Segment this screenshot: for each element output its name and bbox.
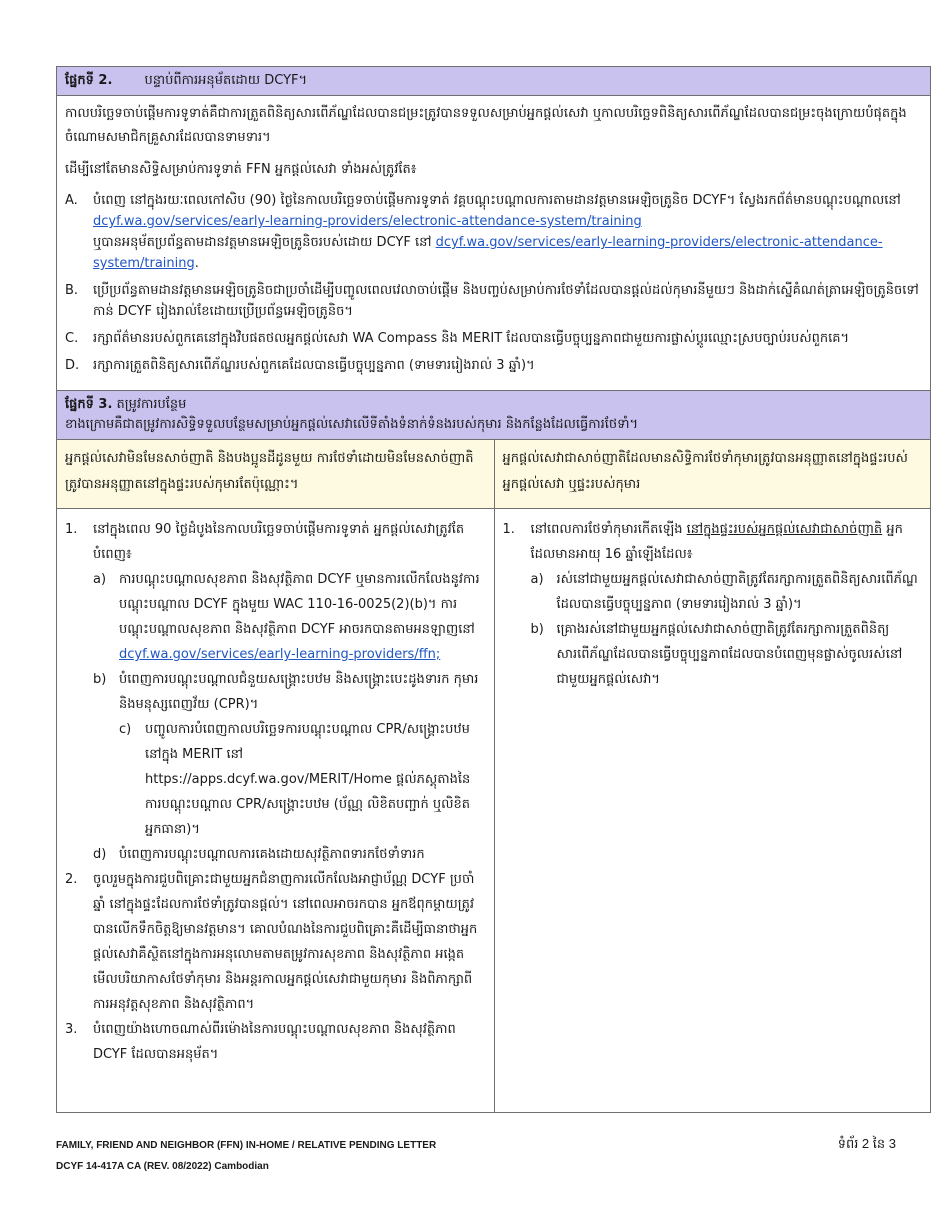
section-3-columns bbox=[57, 440, 930, 1112]
list-marker: 1. bbox=[65, 522, 78, 537]
section-3-label: ផ្នែកទី 3. bbox=[65, 397, 113, 412]
section-2-body bbox=[57, 96, 930, 390]
footer-title: FAMILY, FRIEND AND NEIGHBOR (FFN) IN-HOME / RELATIVE PENDING LETTER bbox=[56, 1140, 437, 1151]
requirements-table bbox=[56, 66, 931, 1113]
list-text: គ្រោងរស់នៅជាមួយអ្នកផ្តល់សេវាជាសាច់ញាតិត្រូវតែរក្សាការត្រួតពិនិត្យសារពើភ័ណ្ឌដែលបានធ្វើបច្ចុប្បន្នភាពដែលបានបំពេញមុនផ្លាស់ចូលរស់នៅជាមួយអ្នកផ្តល់សេវា។ bbox=[556, 622, 903, 687]
section-2-title: បន្ទាប់ពីការអនុម័តដោយ DCYF។ bbox=[144, 73, 308, 88]
list-text bbox=[93, 190, 922, 274]
list-marker: B. bbox=[65, 283, 79, 298]
page-footer bbox=[56, 1136, 896, 1172]
item-text-pre: នៅពេលការថែទាំកុមារកើតឡើង bbox=[530, 522, 687, 537]
training-link-2[interactable]: dcyf.wa.gov/services/early-learning-providers/electronic-attendance-system/training bbox=[93, 235, 883, 271]
item-a-text-2: ឬបានអនុម័តប្រព័ន្ធតាមដានវត្តមានអេឡិចត្រូនិចរបស់ដោយ DCYF នៅ bbox=[93, 235, 432, 250]
list-marker: b) bbox=[93, 672, 107, 687]
list-item bbox=[65, 1017, 486, 1067]
list-item bbox=[531, 567, 923, 617]
list-item bbox=[93, 567, 486, 667]
left-column-body bbox=[57, 509, 494, 1112]
item-text-post: អ្នកដែលមានអាយុ 16 ឆ្នាំឡើងដែល៖ bbox=[530, 522, 903, 562]
list-marker: 2. bbox=[65, 872, 78, 887]
section-2-paragraph-1: កាលបរិច្ឆេទចាប់ផ្តើមការទូទាត់គឺជាការត្រួតពិនិត្យសារពើភ័ណ្ឌដែលបានជម្រះត្រូវបានទទួលសម្រាប់អ្នកផ្តល់សេវា ឬកាលបរិច្ឆេទពិនិត្យសារពើភ័ណ្ឌដែលបានជម្រះចុងក្រោយបំផុតក្នុងចំណោមសមាជិកគ្រួសារដែលបានទាមទារ។ bbox=[65, 106, 907, 145]
ffn-link[interactable]: dcyf.wa.gov/services/early-learning-providers/ffn; bbox=[119, 647, 441, 662]
list-marker: c) bbox=[119, 722, 132, 737]
section-3-header bbox=[57, 390, 930, 440]
list-text: បំពេញការបណ្តុះបណ្តាលជំនួយសង្គ្រោះបឋម និងសង្គ្រោះបេះដូងទារក កុមារ និងមនុស្សពេញវ័យ (CPR)។ bbox=[119, 672, 479, 712]
list-item bbox=[93, 842, 486, 867]
item-text-underlined: នៅក្នុងផ្ទះរបស់អ្នកផ្តល់សេវាជាសាច់ញាតិ bbox=[686, 522, 883, 537]
list-text: នៅក្នុងពេល 90 ថ្ងៃដំបូងនៃកាលបរិច្ឆេទចាប់ផ្តើមការទូទាត់ អ្នកផ្តល់សេវាត្រូវតែបំពេញ៖ bbox=[93, 522, 465, 562]
list-item bbox=[93, 667, 486, 717]
list-marker: 1. bbox=[502, 522, 515, 537]
right-column-body bbox=[495, 509, 931, 1112]
list-marker: 3. bbox=[65, 1022, 78, 1037]
list-item bbox=[531, 617, 923, 692]
list-text: រក្សាព័ត៌មានរបស់ពួកគេនៅក្នុងវិបផតថលអ្នកផ្តល់សេវា WA Compass និង MERIT ដែលបានធ្វើបច្ចុប្បន្នភាពជាមួយការផ្លាស់ប្តូរឈ្មោះស្របច្បាប់របស់ពួកគេ។ bbox=[93, 331, 850, 346]
right-column-header: អ្នកផ្តល់សេវាជាសាច់ញាតិដែលមានសិទ្ធិការថែទាំកុមារត្រូវបានអនុញ្ញាតនៅក្នុងផ្ទះរបស់អ្នកផ្តល់សេវា ឬផ្ទះរបស់កុមារ bbox=[495, 440, 931, 509]
item-a-text: បំពេញ នៅក្នុងរយៈពេលកៅសិប (90) ថ្ងៃនៃកាលបរិច្ឆេទចាប់ផ្តើមការទូទាត់ វគ្គបណ្តុះបណ្តាលការតាមដានវត្តមានអេឡិចត្រូនិច DCYF។ ស្វែងរកព័ត៌មានបណ្តុះបណ្តាលនៅ bbox=[93, 193, 901, 208]
list-item bbox=[65, 517, 486, 567]
section-2-header bbox=[57, 67, 930, 96]
list-marker: C. bbox=[65, 331, 79, 346]
page-number: ទំព័រ 2 នៃ 3 bbox=[837, 1136, 896, 1151]
training-link-1[interactable]: dcyf.wa.gov/services/early-learning-providers/electronic-attendance-system/training bbox=[93, 214, 642, 229]
list-item bbox=[65, 867, 486, 1017]
left-column bbox=[57, 440, 494, 1112]
list-text: បំពេញយ៉ាងហោចណាស់ពីរម៉ោងនៃការបណ្តុះបណ្តាលសុខភាព និងសុវត្ថិភាព DCYF ដែលបានអនុម័ត។ bbox=[93, 1022, 456, 1062]
section-3-title: តម្រូវការបន្ថែម bbox=[116, 397, 187, 412]
list-text bbox=[531, 517, 923, 567]
section-3-subtitle: ខាងក្រោមគឺជាតម្រូវការសិទ្ធិទទួលបន្ថែមសម្រាប់អ្នកផ្តល់សេវាលើទីតាំងទំនាក់ទំនងរបស់កុមារ និងកន្លែងដែលធ្វើការថែទាំ។ bbox=[65, 417, 639, 432]
list-marker: D. bbox=[65, 358, 80, 373]
right-column bbox=[494, 440, 931, 1112]
list-item-c bbox=[65, 328, 922, 349]
list-marker: d) bbox=[93, 847, 107, 862]
list-marker: a) bbox=[530, 572, 544, 587]
list-text: បញ្ចូលការបំពេញកាលបរិច្ឆេទការបណ្តុះបណ្តាល CPR/សង្គ្រោះបឋម នៅក្នុង MERIT នៅ https://apps.dcyf.wa.gov/MERIT/Home ផ្តល់ភស្តុតាងនៃ ការបណ្តុះបណ្តាល CPR/សង្គ្រោះបឋម (ប័ណ្ណ លិខិតបញ្ជាក់ ឬលិខិតអ្នកធានា)។ bbox=[145, 722, 471, 837]
section-2-paragraph-2: ដើម្បីនៅតែមានសិទ្ធិសម្រាប់ការទូទាត់ FFN អ្នកផ្តល់សេវា ទាំងអស់ត្រូវតែ៖ bbox=[65, 162, 417, 177]
list-item bbox=[119, 717, 486, 842]
list-text: បំពេញការបណ្តុះបណ្តាលការគេងដោយសុវត្ថិភាពទារកថែទាំទារក bbox=[119, 847, 425, 862]
list-text: រស់នៅជាមួយអ្នកផ្តល់សេវាជាសាច់ញាតិត្រូវតែរក្សាការត្រួតពិនិត្យសារពើភ័ណ្ឌដែលបានធ្វើបច្ចុប្បន្នភាព (ទាមទាររៀងរាល់ 3 ឆ្នាំ)។ bbox=[556, 572, 918, 612]
item-text: ការបណ្តុះបណ្តាលសុខភាព និងសុវត្ថិភាព DCYF ឬមានការលើកលែងនូវការបណ្តុះបណ្តាល DCYF ក្នុងមួយ WAC 110-16-0025(2)(b)។ ការបណ្តុះបណ្តាលសុខភាព និងសុវត្ថិភាព DCYF អាចរកបានតាមអនឡាញនៅ bbox=[119, 572, 480, 637]
section-2-list bbox=[65, 190, 922, 376]
list-marker: b) bbox=[530, 622, 544, 637]
list-item bbox=[503, 517, 923, 567]
list-text: ប្រើប្រព័ន្ធតាមដានវត្តមានអេឡិចត្រូនិចជាប្រចាំដើម្បីបញ្ចូលពេលវេលាចាប់ផ្តើម និងបញ្ចប់សម្រាប់ការថែទាំដែលបានផ្តល់ដល់កុមារនីមួយៗ និងដាក់ស្នើគំណត់ត្រាអេឡិចត្រូនិចទៅកាន់ DCYF រៀងរាល់ខែដោយប្រើប្រព័ន្ធអេឡិចត្រូនិច។ bbox=[93, 283, 919, 319]
item-a-period: . bbox=[194, 256, 199, 271]
list-text: រក្សាការត្រួតពិនិត្យសារពើភ័ណ្ឌរបស់ពួកគេដែលបានធ្វើបច្ចុប្បន្នភាព (ទាមទាររៀងរាល់ 3 ឆ្នាំ)។ bbox=[93, 358, 535, 373]
footer-form-id: DCYF 14-417A CA (REV. 08/2022) Cambodian bbox=[56, 1161, 269, 1172]
list-text: ចូលរួមក្នុងការជួបពិគ្រោះជាមួយអ្នកជំនាញការលើកលែងអាជ្ញាប័ណ្ណ DCYF ប្រចាំឆ្នាំ នៅក្នុងផ្ទះដែលការថែទាំត្រូវបានផ្តល់។ នៅពេលអាចរកបាន អ្នកឪពុកម្តាយត្រូវបានលើកទឹកចិត្តឱ្យមានវត្តមាន។ គោលបំណងនៃការជួបពិគ្រោះគឺដើម្បីធានាថាអ្នកផ្តល់សេវាគឺស្ថិតនៅក្នុងការអនុលោមតាមតម្រូវការសុខភាព និងសុវត្ថិភាព អង្កេតមើលបរិយាកាសថែទាំកុមារ និងអន្តរកាលអ្នកផ្តល់សេវាជាមួយកុមារ និងពិភាក្សាពីការអនុវត្តសុខភាព និងសុវត្ថិភាព។ bbox=[93, 872, 478, 1012]
left-column-header: អ្នកផ្តល់សេវាមិនមែនសាច់ញាតិ និងបងប្អូនដីដូនមួយ ការថែទាំដោយមិនមែនសាច់ញាតិត្រូវបានអនុញ្ញាតនៅក្នុងផ្ទះរបស់កុមារតែប៉ុណ្ណោះ។ bbox=[57, 440, 494, 509]
list-item-b bbox=[65, 280, 922, 322]
section-2-label: ផ្នែកទី 2. bbox=[65, 73, 113, 88]
document-page bbox=[56, 66, 931, 1113]
list-text bbox=[119, 567, 486, 667]
list-marker: A. bbox=[65, 193, 78, 208]
list-marker: a) bbox=[93, 572, 107, 587]
list-item-a bbox=[65, 190, 922, 274]
list-item-d bbox=[65, 355, 922, 376]
